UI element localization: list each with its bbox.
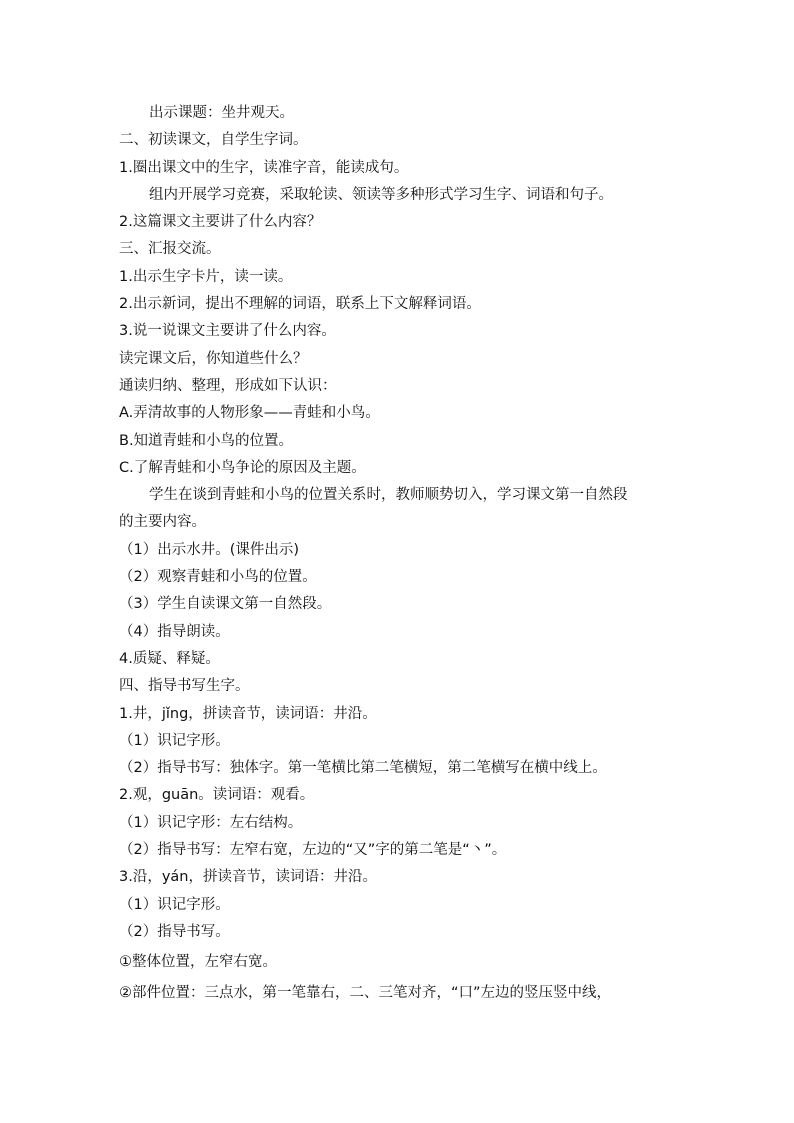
lettered-item: B.知道青蛙和小鸟的位置。: [119, 432, 294, 449]
sub-step-item: （1）识记字形：左右结构。: [119, 814, 303, 831]
document-body: [119, 100, 679, 1007]
paragraph: 读完课文后，你知道些什么？: [119, 350, 308, 367]
sub-step-item: （2）指导书写。: [119, 923, 230, 940]
sub-step-item: （2）指导书写：左窄右宽，左边的“又”字的第二笔是“丶”。: [119, 842, 507, 859]
step-item: 1.圈出课文中的生字，读准字音，能读成句。: [119, 159, 409, 176]
step-item: 3.说一说课文主要讲了什么内容。: [119, 323, 336, 340]
paragraph-continuation: 的主要内容。: [119, 514, 206, 531]
lesson-title-line: 出示课题：坐井观天。: [149, 105, 294, 121]
step-item: 1.井，jǐng，拼读音节，读词语：井沿。: [119, 705, 377, 722]
sub-step-item: （3）学生自读课文第一自然段。: [119, 596, 332, 613]
step-item: 3.沿，yán，拼读音节，读词语：井沿。: [119, 869, 377, 886]
sub-step-item: （2）指导书写：独体字。第一笔横比第二笔横短，第二笔横写在横中线上。: [119, 760, 607, 777]
paragraph: 学生在谈到青蛙和小鸟的位置关系时，教师顺势切入，学习课文第一自然段: [149, 487, 628, 504]
step-item: 1.出示生字卡片，读一读。: [119, 268, 293, 285]
step-item: 2.出示新词，提出不理解的词语，联系上下文解释词语。: [119, 296, 481, 313]
paragraph: 通读归纳、整理，形成如下认识：: [119, 377, 337, 394]
sub-step-item: （4）指导朗读。: [119, 623, 230, 640]
lettered-item: A.弄清故事的人物形象——青蛙和小鸟。: [119, 405, 380, 422]
sub-step-item: （1）出示水井。(课件出示): [119, 541, 300, 558]
section-heading: 二、初读课文，自学生字词。: [119, 132, 308, 149]
step-item: 2.这篇课文主要讲了什么内容？: [119, 214, 322, 231]
step-item: 2.观，guān。读词语：观看。: [119, 787, 315, 804]
section-heading: 四、指导书写生字。: [119, 678, 250, 695]
section-heading: 三、汇报交流。: [119, 241, 221, 258]
step-item: 4.质疑、释疑。: [119, 650, 220, 667]
circled-item: ②部件位置：三点水，第一笔靠右，二、三笔对齐，“口”左边的竖压竖中线，: [119, 984, 612, 1001]
lettered-item: C.了解青蛙和小鸟争论的原因及主题。: [119, 459, 366, 476]
sub-step-item: （1）识记字形。: [119, 896, 230, 913]
sub-step-item: （2）观察青蛙和小鸟的位置。: [119, 569, 317, 586]
paragraph: 组内开展学习竞赛，采取轮读、领读等多种形式学习生字、词语和句子。: [149, 186, 613, 203]
sub-step-item: （1）识记字形。: [119, 732, 230, 749]
circled-item: ①整体位置，左窄右宽。: [119, 954, 277, 971]
